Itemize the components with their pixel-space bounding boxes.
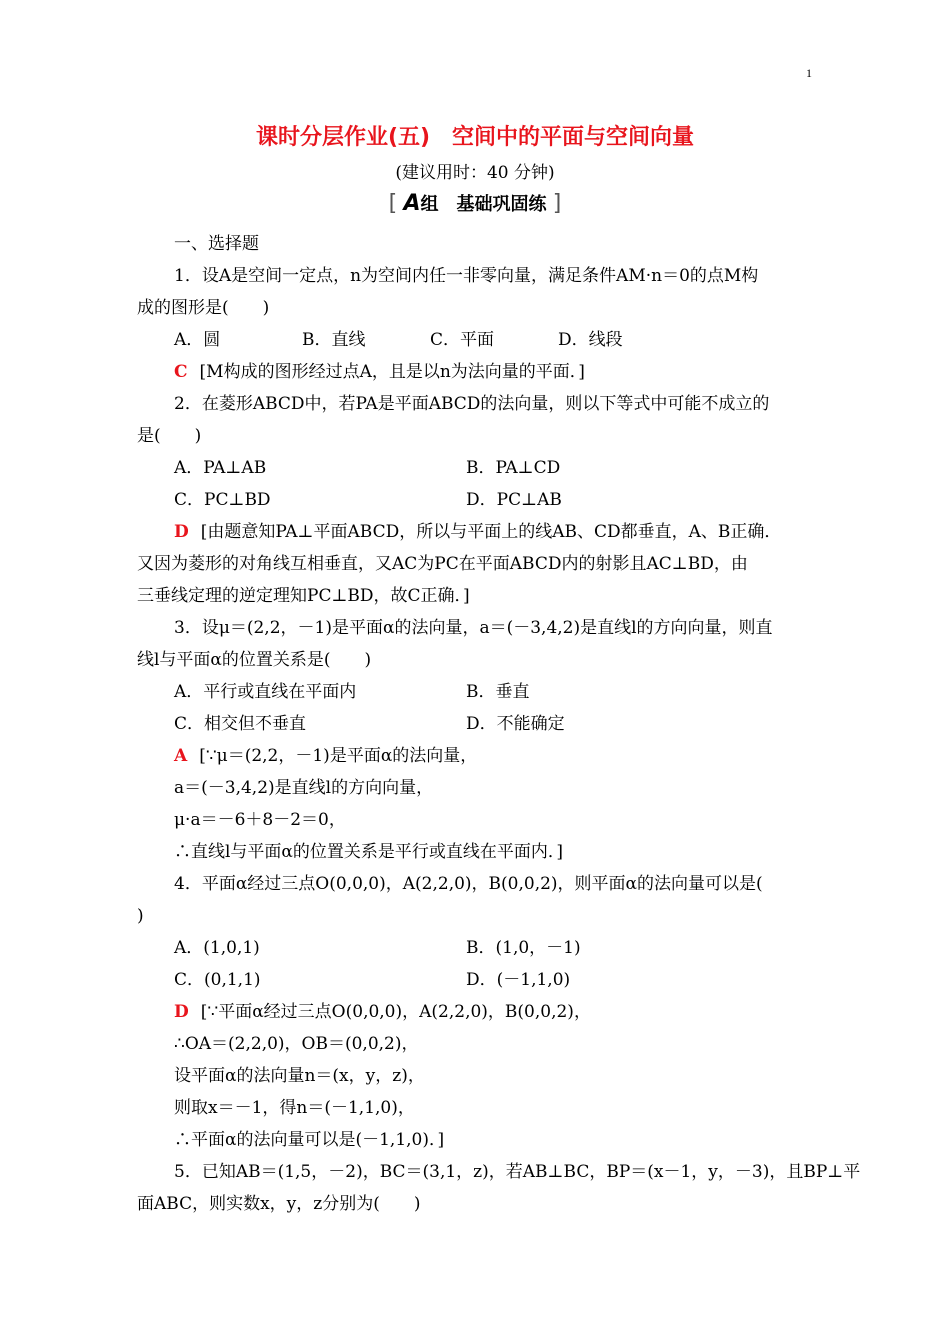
question-1-answer bbox=[137, 356, 827, 388]
option-a: A．PA⊥AB bbox=[174, 458, 267, 478]
question-4-line-2: ) bbox=[137, 906, 144, 926]
answer-explanation: [由题意知PA⊥平面ABCD，所以与平面上的线AB、CD都垂直，A、B正确． bbox=[200, 522, 782, 542]
option-b: B．直线 bbox=[302, 330, 366, 350]
question-2-line-1: 2．在菱形ABCD中，若PA是平面ABCD的法向量，则以下等式中可能不成立的 bbox=[174, 394, 770, 414]
question-3-line-1: 3．设μ＝(2,2，－1)是平面α的法向量，a＝(－3,4,2)是直线l的方向向量，则直 bbox=[174, 618, 773, 638]
exercise-content bbox=[137, 228, 861, 1220]
question-4-explanation-3: 设平面α的法向量n＝(x，y，z)， bbox=[174, 1066, 425, 1086]
question-4-options-row-2 bbox=[137, 964, 827, 996]
page-title: 课时分层作业(五) 空间中的平面与空间向量 bbox=[255, 125, 695, 150]
question-3-explanation-3: μ·a＝－6＋8－2＝0， bbox=[174, 810, 346, 830]
question-2-options-row-1 bbox=[137, 452, 827, 484]
question-4-explanation-5: ∴平面α的法向量可以是(－1,1,0)．] bbox=[174, 1130, 445, 1150]
option-c: C．PC⊥BD bbox=[174, 490, 271, 510]
answer-letter: A bbox=[174, 746, 188, 766]
question-3-explanation-2: a＝(－3,4,2)是直线l的方向向量， bbox=[174, 778, 434, 798]
group-letter: A bbox=[403, 191, 421, 216]
question-2-answer bbox=[137, 516, 827, 548]
group-heading bbox=[0, 190, 950, 216]
question-2-line-2: 是( ) bbox=[137, 426, 202, 446]
right-bracket: ] bbox=[552, 191, 562, 216]
option-d: D．线段 bbox=[558, 330, 623, 350]
option-b: B．PA⊥CD bbox=[466, 458, 561, 478]
left-bracket: [ bbox=[388, 191, 398, 216]
option-a: A．圆 bbox=[174, 330, 221, 350]
question-4-line-1: 4．平面α经过三点O(0,0,0)，A(2,2,0)，B(0,0,2)，则平面α的法向量可以是( bbox=[174, 874, 763, 894]
question-1-line-1: 1．设A是空间一定点，n为空间内任一非零向量，满足条件AM·n＝0的点M构 bbox=[174, 266, 759, 286]
answer-letter: D bbox=[174, 1002, 189, 1022]
answer-explanation: [∵平面α经过三点O(0,0,0)，A(2,2,0)，B(0,0,2)， bbox=[200, 1002, 591, 1022]
answer-letter: C bbox=[174, 362, 188, 382]
page-subtitle: (建议用时：40 分钟) bbox=[395, 163, 555, 183]
option-d: D．(－1,1,0) bbox=[466, 970, 571, 990]
question-3-options-row-2 bbox=[137, 708, 827, 740]
question-4-explanation-4: 则取x＝－1，得n＝(－1,1,0)， bbox=[174, 1098, 415, 1118]
question-3-answer bbox=[137, 740, 827, 772]
section-heading: 一、选择题 bbox=[174, 234, 259, 254]
option-a: A．(1,0,1) bbox=[174, 938, 260, 958]
question-4-options-row-1 bbox=[137, 932, 827, 964]
question-2-explanation-2: 又因为菱形的对角线互相垂直，又AC为PC在平面ABCD内的射影且AC⊥BD，由 bbox=[137, 554, 748, 574]
answer-explanation: [M构成的图形经过点A，且是以n为法向量的平面．] bbox=[199, 362, 585, 382]
option-a: A．平行或直线在平面内 bbox=[174, 682, 357, 702]
question-3-line-2: 线l与平面α的位置关系是( ) bbox=[137, 650, 372, 670]
option-c: C．平面 bbox=[430, 330, 495, 350]
answer-letter: D bbox=[174, 522, 189, 542]
question-4-answer bbox=[137, 996, 827, 1028]
answer-explanation: [∵μ＝(2,2，－1)是平面α的法向量， bbox=[199, 746, 478, 766]
question-2-explanation-3: 三垂线定理的逆定理知PC⊥BD，故C正确．] bbox=[137, 586, 470, 606]
question-4-explanation-2: ∴OA＝(2,2,0)，OB＝(0,0,2)， bbox=[174, 1034, 419, 1054]
option-c: C．相交但不垂直 bbox=[174, 714, 307, 734]
option-b: B．(1,0，－1) bbox=[466, 938, 581, 958]
option-d: D．不能确定 bbox=[466, 714, 565, 734]
page-number: 1 bbox=[806, 66, 812, 80]
question-3-options-row-1 bbox=[137, 676, 827, 708]
question-2-options-row-2 bbox=[137, 484, 827, 516]
group-label: 组 基础巩固练 bbox=[420, 194, 547, 215]
question-1-options bbox=[137, 324, 827, 356]
option-b: B．垂直 bbox=[466, 682, 530, 702]
question-5-line-1: 5．已知AB＝(1,5，－2)，BC＝(3,1，z)，若AB⊥BC，BP＝(x－1，y，－3)，且BP⊥平 bbox=[174, 1162, 861, 1182]
option-d: D．PC⊥AB bbox=[466, 490, 562, 510]
question-1-line-2: 成的图形是( ) bbox=[137, 298, 270, 318]
question-5-line-2: 面ABC，则实数x，y，z分别为( ) bbox=[137, 1194, 421, 1214]
question-3-explanation-4: ∴直线l与平面α的位置关系是平行或直线在平面内．] bbox=[174, 842, 564, 862]
option-c: C．(0,1,1) bbox=[174, 970, 261, 990]
